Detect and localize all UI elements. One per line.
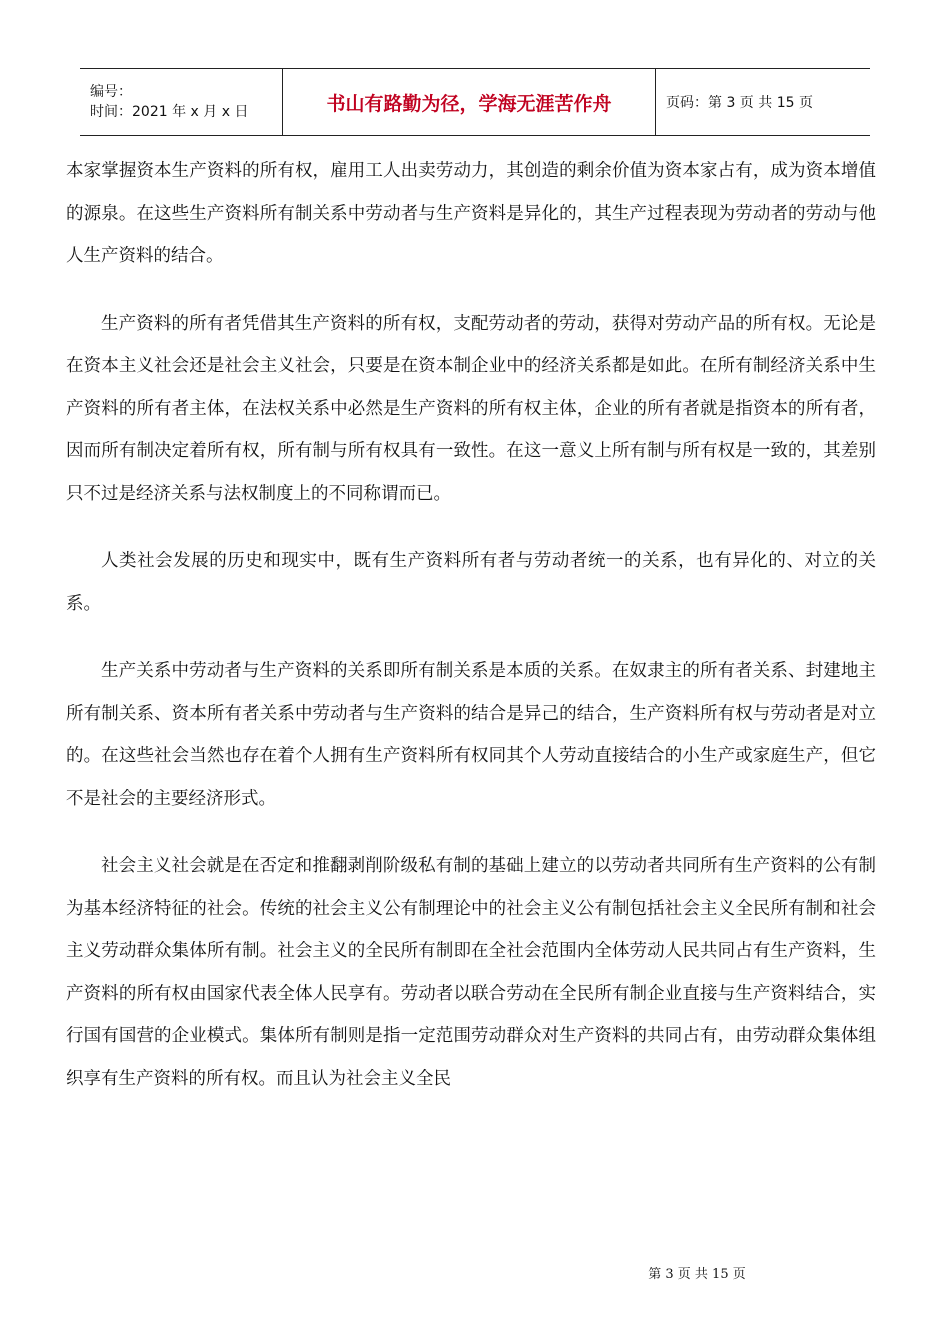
header-page-code: 页码：第 3 页 共 15 页 xyxy=(666,95,813,111)
document-date-label: 时间：2021 年 x 月 x 日 xyxy=(90,104,249,120)
header-meta-cell xyxy=(80,69,283,136)
header-motto-cell xyxy=(283,69,656,136)
body-paragraph: 生产关系中劳动者与生产资料的关系即所有制关系是本质的关系。在奴隶主的所有者关系、封建地主所有制关系、资本所有者关系中劳动者与生产资料的结合是异己的结合，生产资料所有权与劳动者是对立的。在这些社会当然也存在着个人拥有生产资料所有权同其个人劳动直接结合的小生产或家庭生产，但它不是社会的主要经济形式。 xyxy=(66,661,876,809)
document-body xyxy=(66,150,876,1125)
document-header xyxy=(80,68,870,136)
body-paragraph: 人类社会发展的历史和现实中，既有生产资料所有者与劳动者统一的关系，也有异化的、对立的关系。 xyxy=(66,551,876,614)
body-paragraph: 社会主义社会就是在否定和推翻剥削阶级私有制的基础上建立的以劳动者共同所有生产资料的公有制为基本经济特征的社会。传统的社会主义公有制理论中的社会主义公有制包括社会主义全民所有制和社会主义劳动群众集体所有制。社会主义的全民所有制即在全社会范围内全体劳动人民共同占有生产资料，生产资料的所有权由国家代表全体人民享有。劳动者以联合劳动在全民所有制企业直接与生产资料结合，实行国有国营的企业模式。集体所有制则是指一定范围劳动群众对生产资料的共同占有，由劳动群众集体组织享有生产资料的所有权。而且认为社会主义全民 xyxy=(66,856,876,1089)
header-page-cell xyxy=(656,69,871,136)
body-paragraph: 本家掌握资本生产资料的所有权，雇用工人出卖劳动力，其创造的剩余价值为资本家占有，成为资本增值的源泉。在这些生产资料所有制关系中劳动者与生产资料是异化的，其生产过程表现为劳动者的劳动与他人生产资料的结合。 xyxy=(66,161,876,266)
page-footer: 第 3 页 共 15 页 xyxy=(648,1267,746,1282)
body-paragraph: 生产资料的所有者凭借其生产资料的所有权，支配劳动者的劳动，获得对劳动产品的所有权。无论是在资本主义社会还是社会主义社会，只要是在资本制企业中的经济关系都是如此。在所有制经济关系中生产资料的所有者主体，在法权关系中必然是生产资料的所有权主体，企业的所有者就是指资本的所有者，因而所有制决定着所有权，所有制与所有权具有一致性。在这一意义上所有制与所有权是一致的，其差别只不过是经济关系与法权制度上的不同称谓而已。 xyxy=(66,313,876,504)
header-motto: 书山有路勤为径，学海无涯苦作舟 xyxy=(326,92,612,115)
document-number-label: 编号： xyxy=(90,84,132,100)
